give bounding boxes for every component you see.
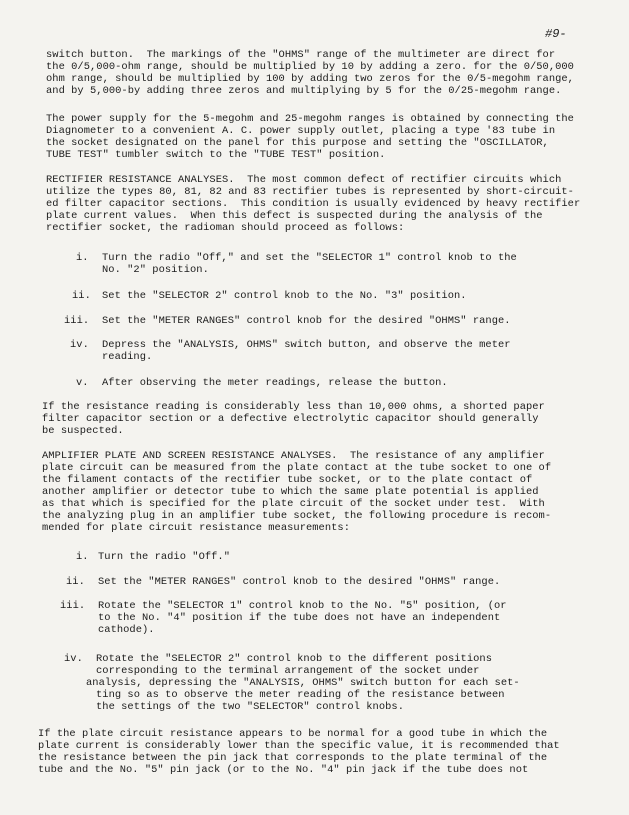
step-text: After observing the meter readings, release the button. (102, 377, 448, 389)
step-text: Turn the radio "Off." (98, 551, 230, 563)
text-line: Diagnometer to a convenient A. C. power supply outlet, placing a type '83 tube in (46, 125, 556, 137)
text-line: If the resistance reading is considerably less than 10,000 ohms, a shorted paper (42, 401, 545, 413)
step-text: Rotate the "SELECTOR 2" control knob to the different positions (96, 653, 492, 665)
text-line: ed filter capacitor sections. This condition is usually evidenced by heavy rectifier (46, 198, 581, 210)
text-line: ohm range, should be multiplied by 100 by adding two zeros for the 0/5-megohm range, (46, 73, 574, 85)
text-line: the socket designated on the panel for this purpose and setting the "OSCILLATOR, (46, 137, 549, 149)
step-text: Turn the radio "Off," and set the "SELECTOR 1" control knob to the (102, 252, 517, 264)
text-line: rectifier socket, the radioman should proceed as follows: (46, 222, 405, 234)
text-line: the 0/5,000-ohm range, should be multiplied by 10 by adding a zero. for the 0/50,000 (46, 61, 574, 73)
step-text: Rotate the "SELECTOR 1" control knob to the No. "5" position, (or (98, 600, 507, 612)
text-line: The power supply for the 5-megohm and 25-megohm ranges is obtained by connecting the (46, 113, 574, 125)
step-number: iv. (70, 339, 89, 351)
step-text: the settings of the two "SELECTOR" control knobs. (96, 701, 404, 713)
step-text: corresponding to the terminal arrangement of the socket under (96, 665, 480, 677)
text-line: be suspected. (42, 425, 124, 437)
page-number: #9- (545, 27, 567, 41)
section-heading-line: AMPLIFIER PLATE AND SCREEN RESISTANCE ANALYSES. The resistance of any amplifier (42, 450, 545, 462)
text-line: the resistance between the pin jack that corresponds to the plate terminal of the (38, 752, 548, 764)
step-number: v. (76, 377, 89, 389)
text-line: If the plate circuit resistance appears to be normal for a good tube in which the (38, 728, 548, 740)
text-line: mended for plate circuit resistance measurements: (42, 522, 350, 534)
step-text: reading. (102, 351, 153, 363)
step-text: to the No. "4" position if the tube does not have an independent (98, 612, 501, 624)
step-number: iv. (64, 653, 83, 665)
text-line: switch button. The markings of the "OHMS" range of the multimeter are direct for (46, 49, 556, 61)
text-line: as that which is specified for the plate circuit of the socket under test. With (42, 498, 545, 510)
step-number: i. (76, 551, 89, 563)
text-line: filter capacitor section or a defective electrolytic capacitor should generally (42, 413, 539, 425)
text-line: and by 5,000-by adding three zeros and multiplying by 5 for the 0/25-megohm range. (46, 85, 562, 97)
step-number: ii. (66, 576, 85, 588)
text-line: plate circuit can be measured from the plate contact at the tube socket to one of (42, 462, 552, 474)
step-number: iii. (60, 600, 86, 612)
text-line: another amplifier or detector tube to which the same plate potential is applied (42, 486, 539, 498)
text-line: the analyzing plug in an amplifier tube socket, the following procedure is recom- (42, 510, 552, 522)
text-line: plate current is considerably lower than the specific value, it is recommended that (38, 740, 560, 752)
step-text: analysis, depressing the "ANALYSIS, OHMS" switch button for each set- (86, 677, 520, 689)
step-text: Depress the "ANALYSIS, OHMS" switch button, and observe the meter (102, 339, 511, 351)
text-line: plate current values. When this defect is suspected during the analysis of the (46, 210, 543, 222)
text-line: tube and the No. "5" pin jack (or to the No. "4" pin jack if the tube does not (38, 764, 529, 776)
text-line: TUBE TEST" tumbler switch to the "TUBE TEST" position. (46, 149, 386, 161)
step-text: Set the "SELECTOR 2" control knob to the No. "3" position. (102, 290, 467, 302)
step-text: Set the "METER RANGES" control knob for the desired "OHMS" range. (102, 315, 511, 327)
step-number: ii. (72, 290, 91, 302)
step-text: Set the "METER RANGES" control knob to the desired "OHMS" range. (98, 576, 501, 588)
step-text: ting so as to observe the meter reading of the resistance between (96, 689, 505, 701)
step-number: i. (76, 252, 89, 264)
section-heading-line: RECTIFIER RESISTANCE ANALYSES. The most common defect of rectifier circuits which (46, 174, 562, 186)
text-line: utilize the types 80, 81, 82 and 83 rectifier tubes is represented by short-circuit- (46, 186, 574, 198)
step-text: cathode). (98, 624, 155, 636)
text-line: the filament contacts of the rectifier tube socket, or to the plate contact of (42, 474, 533, 486)
step-text: No. "2" position. (102, 264, 209, 276)
step-number: iii. (64, 315, 90, 327)
